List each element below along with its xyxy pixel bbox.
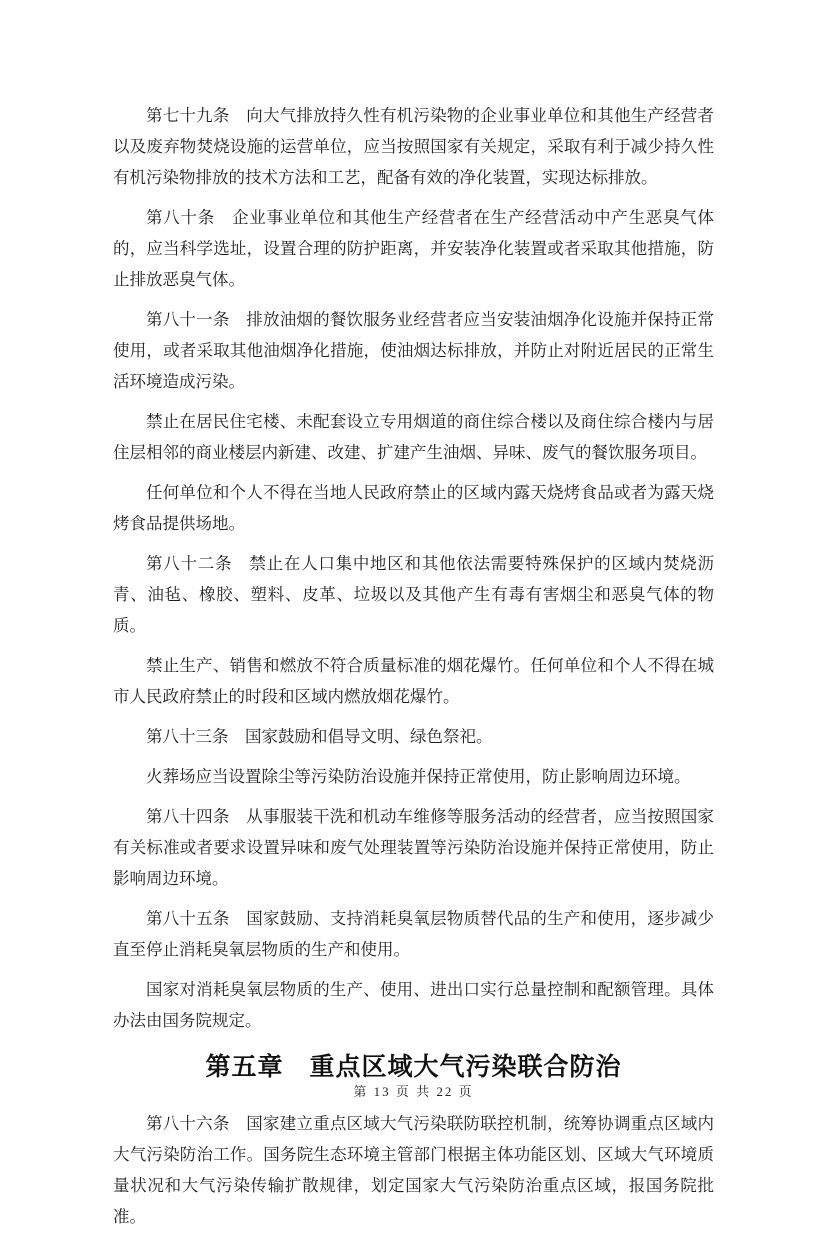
page-number-footer: 第 13 页 共 22 页 [353, 1084, 474, 1099]
law-paragraph-article-81: 第八十一条 排放油烟的餐饮服务业经营者应当安装油烟净化设施并保持正常使用，或者采取其他油烟净化措施，使油烟达标排放，并防止对附近居民的正常生活环境造成污染。 [113, 310, 714, 391]
law-paragraph-article-82: 第八十二条 禁止在人口集中地区和其他依法需要特殊保护的区域内焚烧沥青、油毡、橡胶、塑料、皮革、垃圾以及其他产生有毒有害烟尘和恶臭气体的物质。 [113, 554, 714, 635]
law-paragraph-article-81-clause-3: 任何单位和个人不得在当地人民政府禁止的区域内露天烧烤食品或者为露天烧烤食品提供场地。 [113, 483, 714, 533]
law-paragraph-article-84: 第八十四条 从事服装干洗和机动车维修等服务活动的经营者，应当按照国家有关标准或者要求设置异味和废气处理装置等污染防治设施并保持正常使用，防止影响周边环境。 [113, 807, 714, 888]
law-paragraph-article-79: 第七十九条 向大气排放持久性有机污染物的企业事业单位和其他生产经营者以及废弃物焚烧设施的运营单位，应当按照国家有关规定，采取有利于减少持久性有机污染物排放的技术方法和工艺，配备有效的净化装置，实现达标排放。 [113, 106, 714, 187]
law-paragraph-article-81-clause-2: 禁止在居民住宅楼、未配套设立专用烟道的商住综合楼以及商住综合楼内与居住层相邻的商业楼层内新建、改建、扩建产生油烟、异味、废气的餐饮服务项目。 [113, 412, 714, 462]
law-paragraph-article-80: 第八十条 企业事业单位和其他生产经营者在生产经营活动中产生恶臭气体的，应当科学选址，设置合理的防护距离，并安装净化装置或者采取其他措施，防止排放恶臭气体。 [113, 208, 714, 289]
law-paragraph-article-82-clause-2: 禁止生产、销售和燃放不符合质量标准的烟花爆竹。任何单位和个人不得在城市人民政府禁止的时段和区域内燃放烟花爆竹。 [113, 656, 714, 706]
document-body [113, 100, 714, 1241]
law-paragraph-article-85: 第八十五条 国家鼓励、支持消耗臭氧层物质替代品的生产和使用，逐步减少直至停止消耗臭氧层物质的生产和使用。 [113, 909, 714, 959]
law-paragraph-article-83-clause-2: 火葬场应当设置除尘等污染防治设施并保持正常使用，防止影响周边环境。 [146, 767, 691, 786]
chapter-heading: 第五章 重点区域大气污染联合防治 [205, 1053, 622, 1081]
law-paragraph-article-86: 第八十六条 国家建立重点区域大气污染联防联控机制，统筹协调重点区域内大气污染防治工作。国务院生态环境主管部门根据主体功能区划、区域大气环境质量状况和大气污染传输扩散规律，划定国家大气污染防治重点区域，报国务院批准。 [113, 1114, 714, 1226]
law-paragraph-article-85-clause-2: 国家对消耗臭氧层物质的生产、使用、进出口实行总量控制和配额管理。具体办法由国务院规定。 [113, 980, 714, 1030]
law-paragraph-article-83: 第八十三条 国家鼓励和倡导文明、绿色祭祀。 [146, 727, 493, 746]
